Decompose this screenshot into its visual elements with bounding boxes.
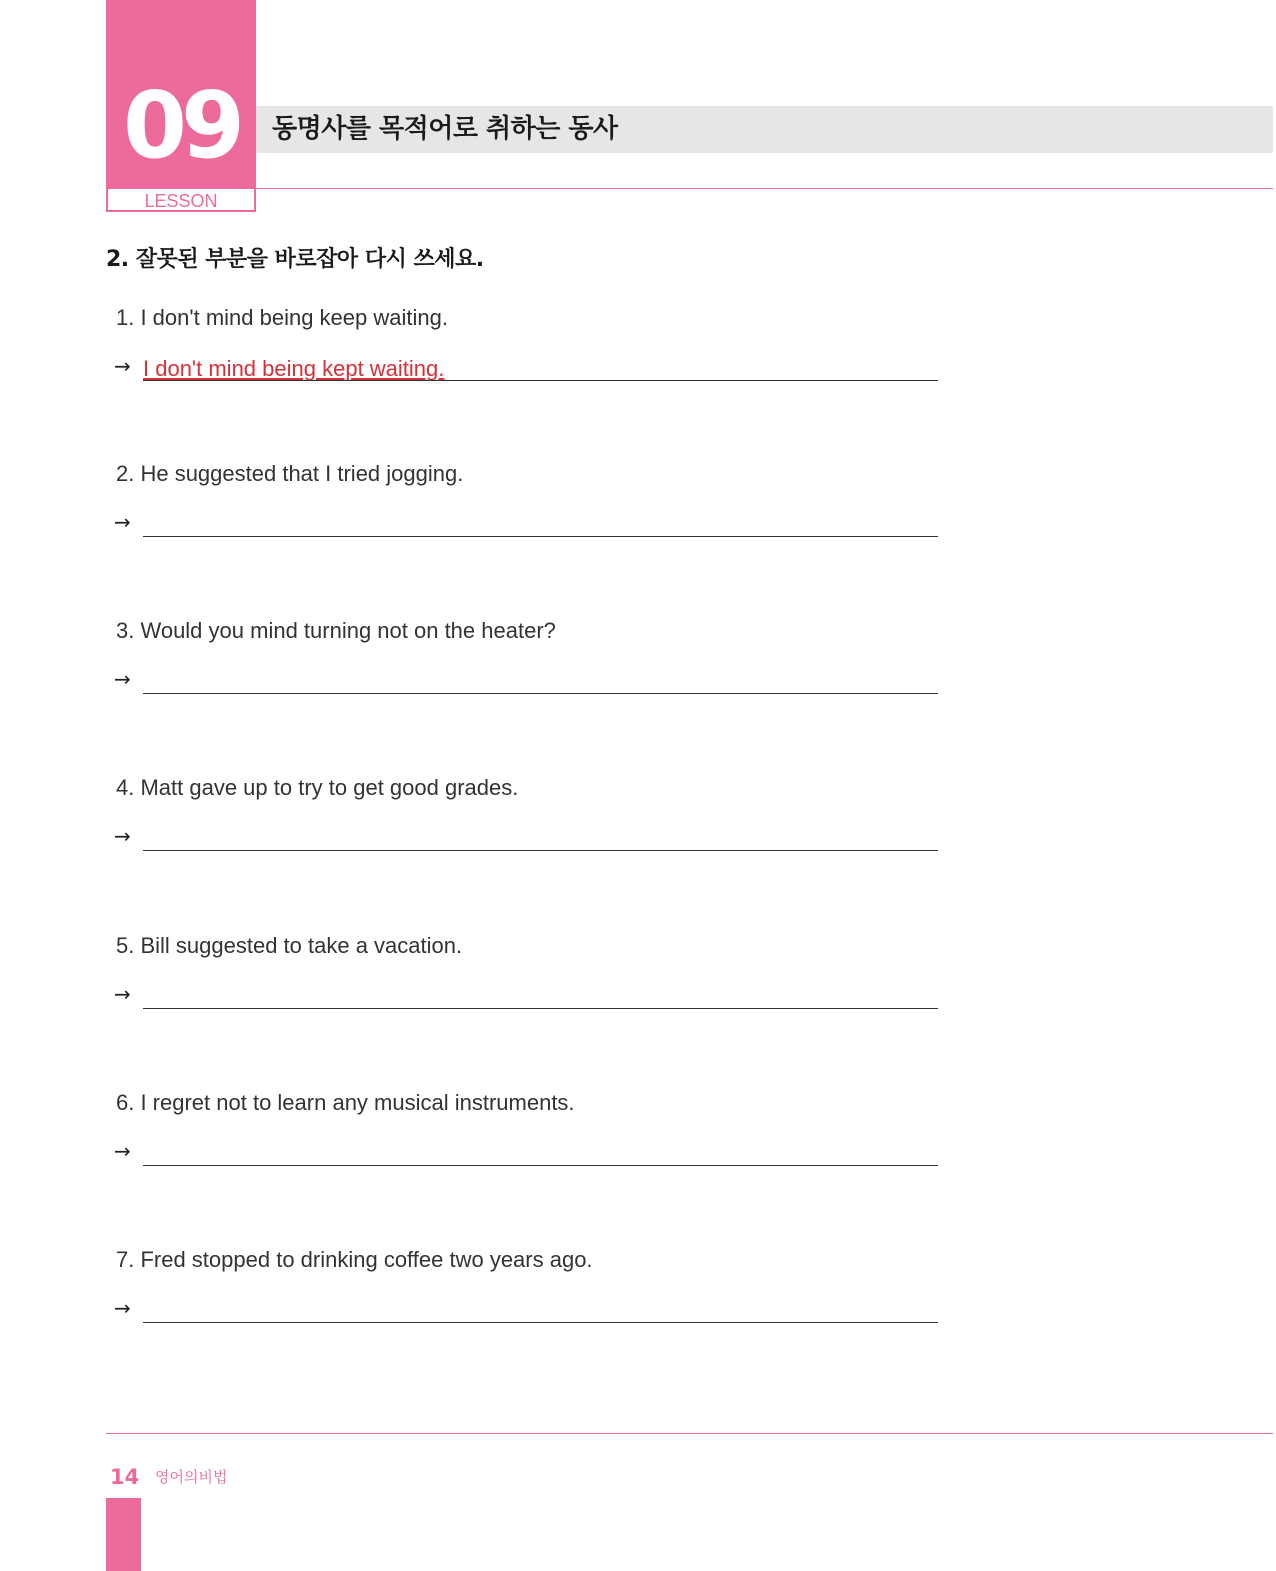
question-text: 1. I don't mind being keep waiting. (116, 305, 448, 330)
arrow-icon: → (114, 824, 131, 848)
question-text: 2. He suggested that I tried jogging. (116, 461, 464, 486)
answer-line[interactable] (143, 1008, 938, 1009)
arrow-icon: → (114, 667, 131, 691)
question-text: 5. Bill suggested to take a vacation. (116, 933, 463, 958)
exercise-item-1 (0, 304, 1276, 394)
exercise-item-6 (0, 1089, 1276, 1179)
exercise-item-7 (0, 1246, 1276, 1336)
answer-line[interactable] (143, 1322, 938, 1323)
answer-line[interactable] (143, 850, 938, 851)
footer-divider (106, 1433, 1273, 1434)
book-title: 영어의비법 (155, 1468, 228, 1486)
lesson-label: LESSON (144, 191, 218, 211)
exercise-item-4 (0, 774, 1276, 864)
question-text: 3. Would you mind turning not on the heater? (116, 618, 556, 643)
header-divider (256, 188, 1273, 189)
answer-line[interactable] (143, 380, 938, 381)
exercise-instruction: 2. 잘못된 부분을 바로잡아 다시 쓰세요. (106, 247, 484, 272)
answer-line[interactable] (143, 1165, 938, 1166)
arrow-icon: → (114, 354, 131, 378)
lesson-badge (106, 0, 256, 212)
question-text: 4. Matt gave up to try to get good grades. (116, 775, 519, 800)
page-title: 동명사를 목적어로 취하는 동사 (272, 114, 618, 144)
exercise-item-2 (0, 460, 1276, 550)
exercise-item-3 (0, 617, 1276, 707)
title-bar (256, 106, 1273, 153)
question-text: 7. Fred stopped to drinking coffee two years ago. (116, 1247, 593, 1272)
arrow-icon: → (114, 1139, 131, 1163)
answer-line[interactable] (143, 536, 938, 537)
answer-line[interactable] (143, 693, 938, 694)
page-number: 14 (110, 1465, 140, 1489)
arrow-icon: → (114, 982, 131, 1006)
question-text: 6. I regret not to learn any musical instruments. (116, 1090, 575, 1115)
footer-tab (106, 1498, 141, 1571)
exercise-item-5 (0, 932, 1276, 1022)
arrow-icon: → (114, 1296, 131, 1320)
lesson-number: 09 (122, 72, 240, 179)
arrow-icon: → (114, 510, 131, 534)
answer-text: I don't mind being kept waiting. (143, 356, 445, 381)
